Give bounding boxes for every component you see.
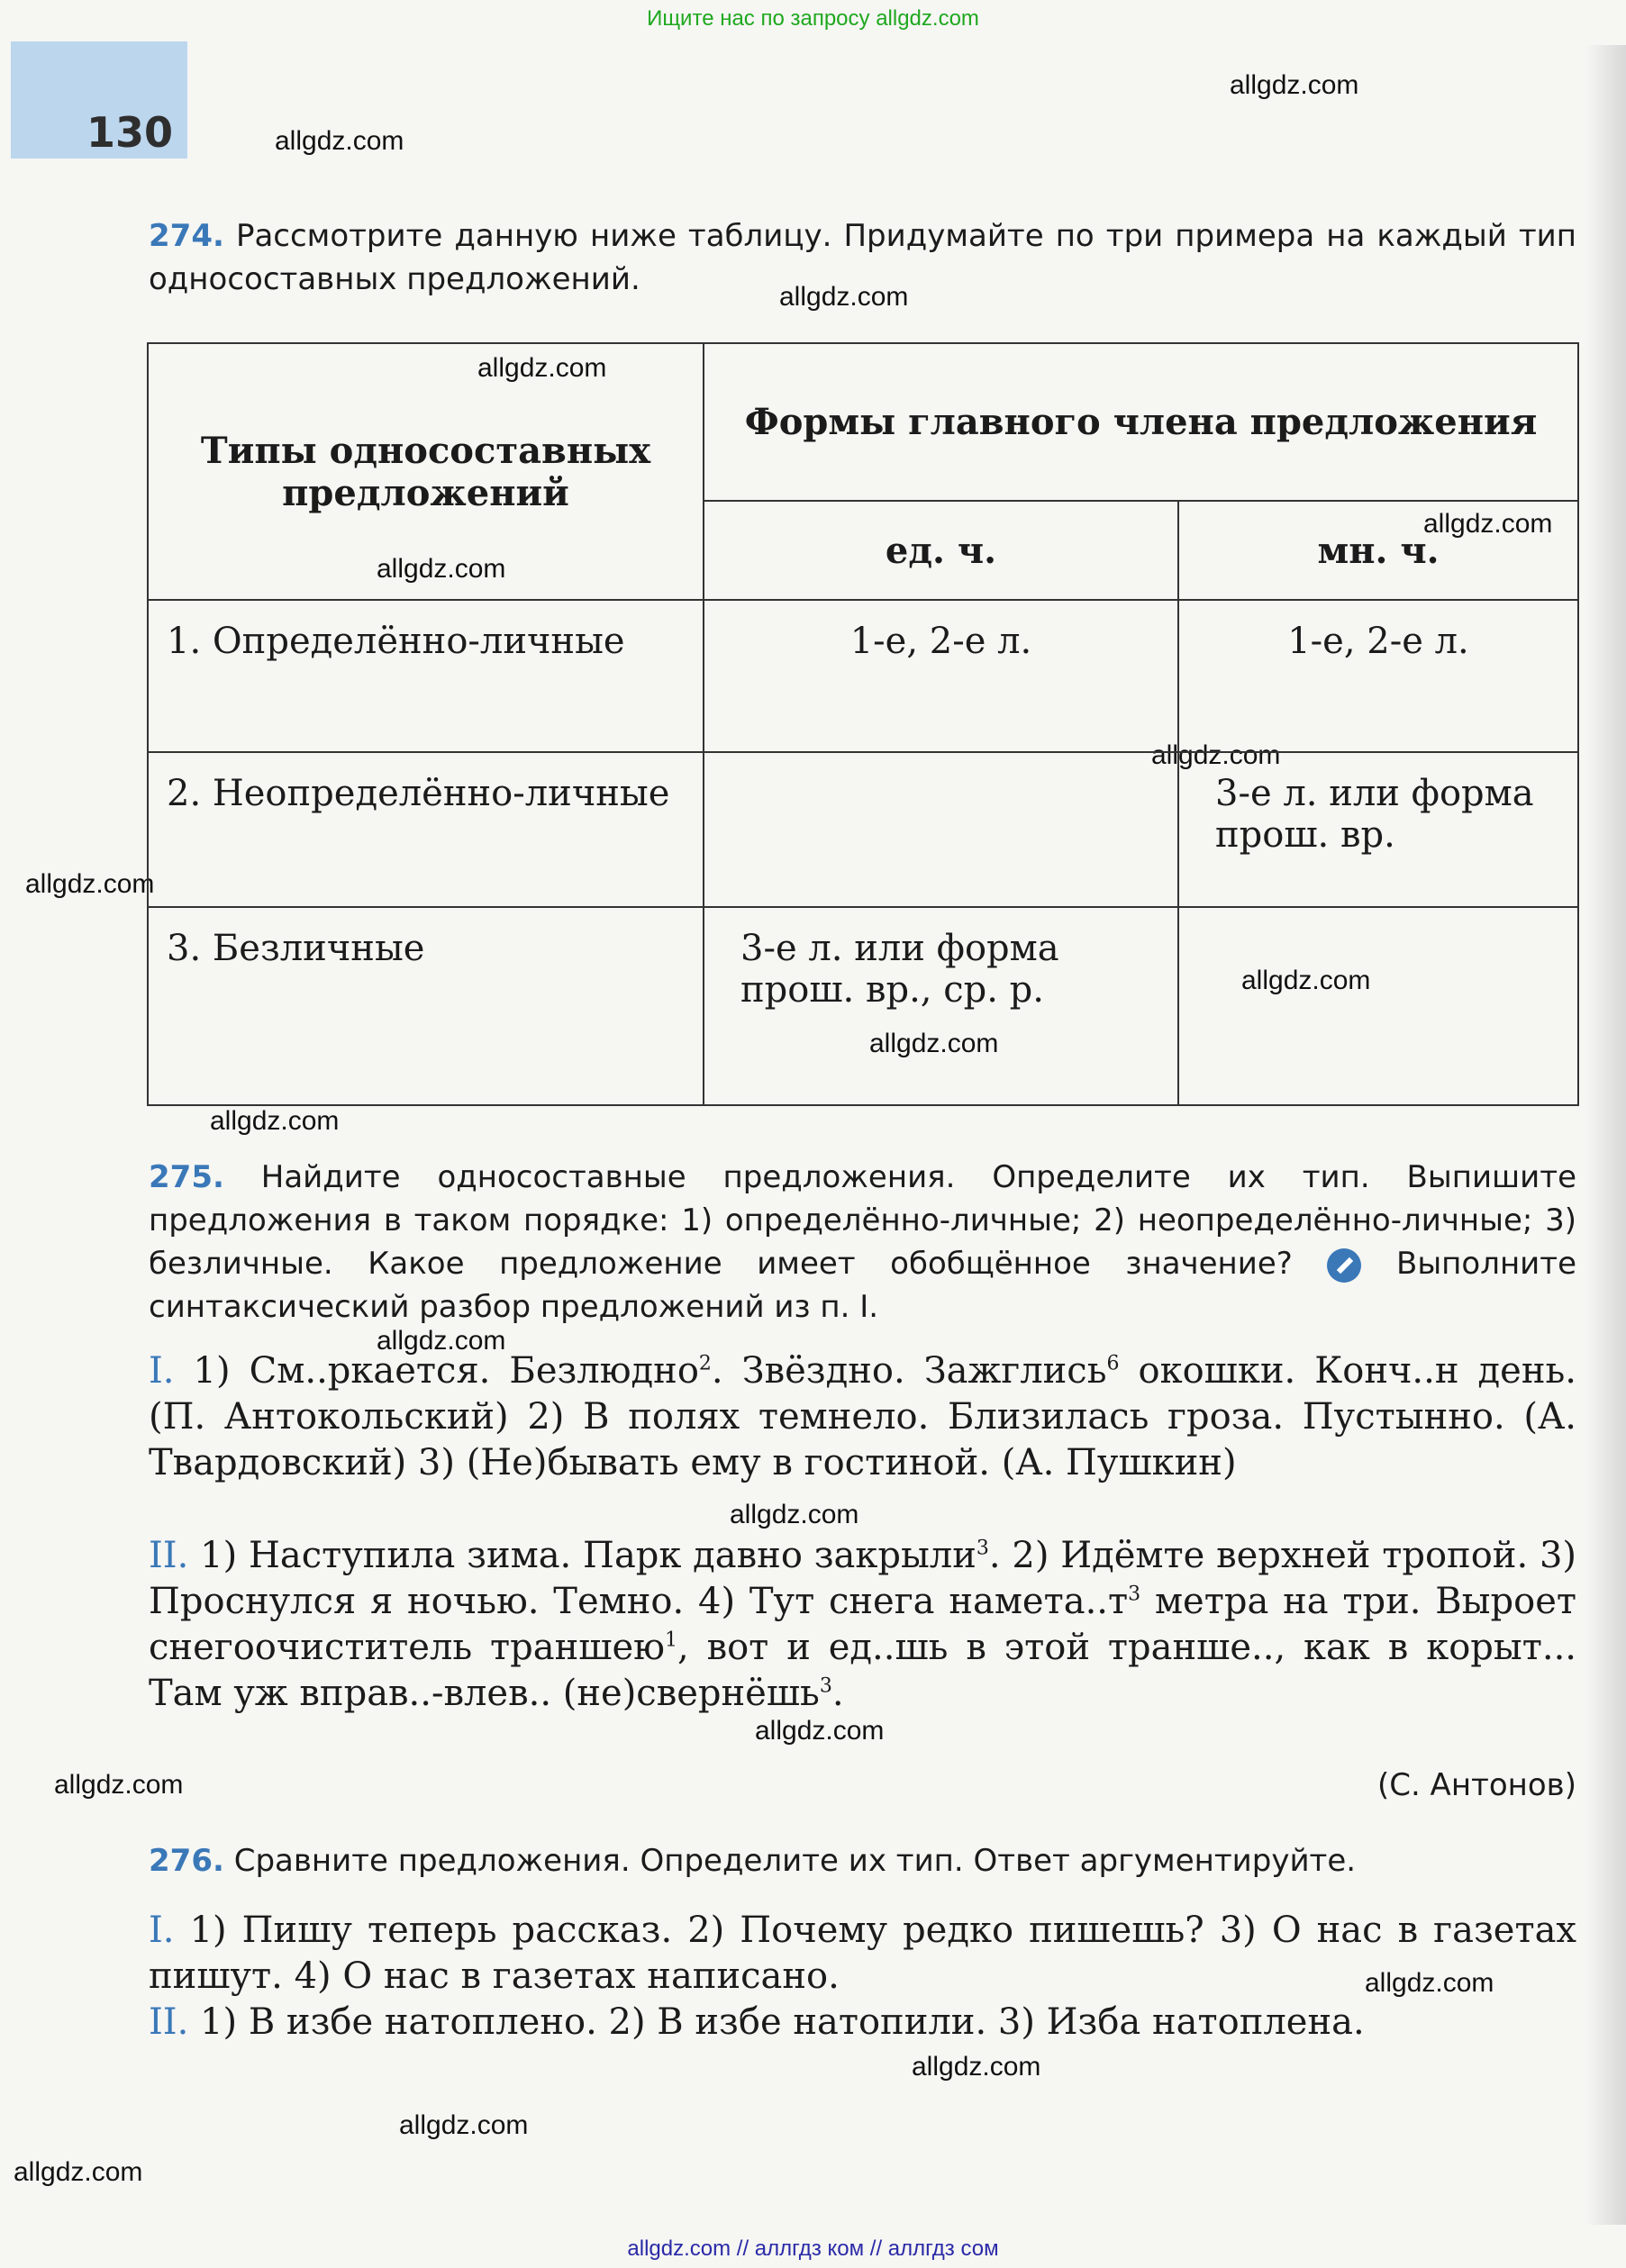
bottom-banner[interactable]: allgdz.com // аллгдз ком // аллгдз сом bbox=[627, 2236, 999, 2261]
table-cell-plural: 1-е, 2-е л. bbox=[1178, 600, 1578, 751]
top-banner[interactable]: Ищите нас по запросу allgdz.com bbox=[647, 6, 979, 31]
table-header-plural: мн. ч. bbox=[1178, 501, 1578, 600]
watermark: allgdz.com bbox=[210, 1106, 340, 1136]
watermark: allgdz.com bbox=[14, 2157, 143, 2187]
footnote-mark: 1 bbox=[664, 1628, 677, 1652]
page-edge-shadow bbox=[1585, 45, 1626, 2225]
watermark: allgdz.com bbox=[1230, 70, 1359, 100]
text-fragment: метра на три. Выроет снегоочиститель траншею bbox=[149, 1581, 1577, 1668]
table-cell-type: 3. Безличные bbox=[148, 907, 704, 1105]
exercise-text: Сравните предложения. Определите их тип. Ответ аргументируйте. bbox=[233, 1843, 1357, 1879]
table-row bbox=[148, 600, 1578, 751]
citation-author: (С. Антонов) bbox=[1376, 1767, 1576, 1803]
table-header-forms: Формы главного члена предложения bbox=[704, 343, 1578, 501]
watermark: allgdz.com bbox=[779, 282, 909, 312]
table-cell-plural bbox=[1178, 907, 1578, 1105]
watermark: allgdz.com bbox=[1241, 966, 1371, 995]
table-cell-type: 2. Неопределённо-личные bbox=[148, 752, 704, 907]
table-header-singular: ед. ч. bbox=[704, 501, 1178, 600]
text-fragment: 1) См..ркается. Безлюдно bbox=[193, 1350, 699, 1392]
watermark: allgdz.com bbox=[477, 353, 607, 383]
text-fragment: . 2) Идёмте верхней тропой. 3) Проснулся я ночью. Темно. 4) Тут снега намета..т bbox=[149, 1535, 1577, 1622]
text-fragment: 1) Пишу теперь рассказ. 2) Почему редко пишешь? 3) О нас в газетах пишут. 4) О нас в газетах написано. bbox=[149, 1910, 1576, 1997]
exercise-number: 276. bbox=[149, 1843, 224, 1879]
watermark: allgdz.com bbox=[755, 1716, 885, 1746]
exercise-text: Найдите односоставные предложения. Определите их тип. Выпишите предложения в таком порядке: 1) определённо-личные; 2) неопределённо-личные; 3) безличные. Какое предложение имеет обобщённое значение? bbox=[149, 1159, 1576, 1282]
exercise-276-part-1 bbox=[149, 1908, 1576, 2000]
table-cell-plural: 3-е л. или форма прош. вр. bbox=[1178, 752, 1578, 907]
watermark: allgdz.com bbox=[25, 869, 155, 899]
footnote-mark: 6 bbox=[1106, 1352, 1120, 1375]
watermark: allgdz.com bbox=[399, 2110, 529, 2140]
table-cell-singular: 3-е л. или форма прош. вр., ср. р. bbox=[704, 907, 1178, 1105]
sentence-types-table bbox=[147, 342, 1579, 1106]
exercise-275-part-1 bbox=[149, 1348, 1576, 1486]
watermark: allgdz.com bbox=[377, 1326, 506, 1356]
footnote-mark: 2 bbox=[698, 1352, 712, 1375]
part-label: II. bbox=[149, 1535, 189, 1576]
part-label: I. bbox=[149, 1350, 175, 1392]
exercise-276-part-2 bbox=[149, 2000, 1576, 2046]
watermark: allgdz.com bbox=[1365, 1968, 1494, 1998]
page-number: 130 bbox=[86, 108, 174, 157]
watermark: allgdz.com bbox=[730, 1500, 859, 1529]
exercise-276-task bbox=[149, 1839, 1576, 1882]
exercise-text: Рассмотрите данную ниже таблицу. Придумайте по три примера на каждый тип односоставных предложений. bbox=[149, 218, 1577, 297]
text-fragment: 1) В избе натоплено. 2) В избе натопили. 3) Изба натоплена. bbox=[200, 2001, 1365, 2043]
exercise-number: 274. bbox=[149, 218, 224, 254]
table-cell-singular bbox=[704, 752, 1178, 907]
part-label: II. bbox=[149, 2001, 189, 2043]
watermark: allgdz.com bbox=[275, 126, 404, 156]
exercise-number: 275. bbox=[149, 1159, 224, 1195]
watermark: allgdz.com bbox=[1151, 740, 1281, 770]
table-row bbox=[148, 907, 1578, 1105]
table-cell-type: 1. Определённо-личные bbox=[148, 600, 704, 751]
exercise-274-task bbox=[149, 214, 1576, 301]
watermark: allgdz.com bbox=[1423, 509, 1553, 539]
syntax-analysis-icon bbox=[1327, 1248, 1361, 1283]
watermark: allgdz.com bbox=[912, 2052, 1041, 2082]
exercise-275-task bbox=[149, 1156, 1576, 1329]
watermark: allgdz.com bbox=[54, 1770, 184, 1800]
part-label: I. bbox=[149, 1910, 175, 1951]
text-fragment: окошки. Конч..н день. (П. Антокольский) 2) В полях темнело. Близилась гроза. Пустынно. (А. Твардовский) 3) (Не)бывать ему в гостиной. (А. Пушкин) bbox=[149, 1350, 1576, 1483]
text-fragment: 1) Наступила зима. Парк давно закрыли bbox=[200, 1535, 977, 1576]
footnote-mark: 3 bbox=[819, 1674, 832, 1698]
footnote-mark: 3 bbox=[1128, 1583, 1141, 1606]
table-cell-singular: 1-е, 2-е л. bbox=[704, 600, 1178, 751]
text-fragment: . bbox=[831, 1673, 844, 1714]
text-fragment: , вот и ед..шь в этой транше.., как в корыт... Там уж вправ..-влев.. (не)свернёшь bbox=[149, 1627, 1577, 1714]
table-row bbox=[148, 752, 1578, 907]
watermark: allgdz.com bbox=[377, 554, 506, 584]
watermark: allgdz.com bbox=[869, 1029, 999, 1058]
exercise-text-tail: Выполните синтаксический разбор предложений из п. I. bbox=[149, 1246, 1576, 1325]
exercise-275-part-2 bbox=[149, 1533, 1576, 1717]
footnote-mark: 3 bbox=[976, 1537, 989, 1560]
text-fragment: . Звёздно. Зажглись bbox=[711, 1350, 1107, 1392]
table-header-types: Типы односоставных предложений bbox=[148, 343, 704, 600]
